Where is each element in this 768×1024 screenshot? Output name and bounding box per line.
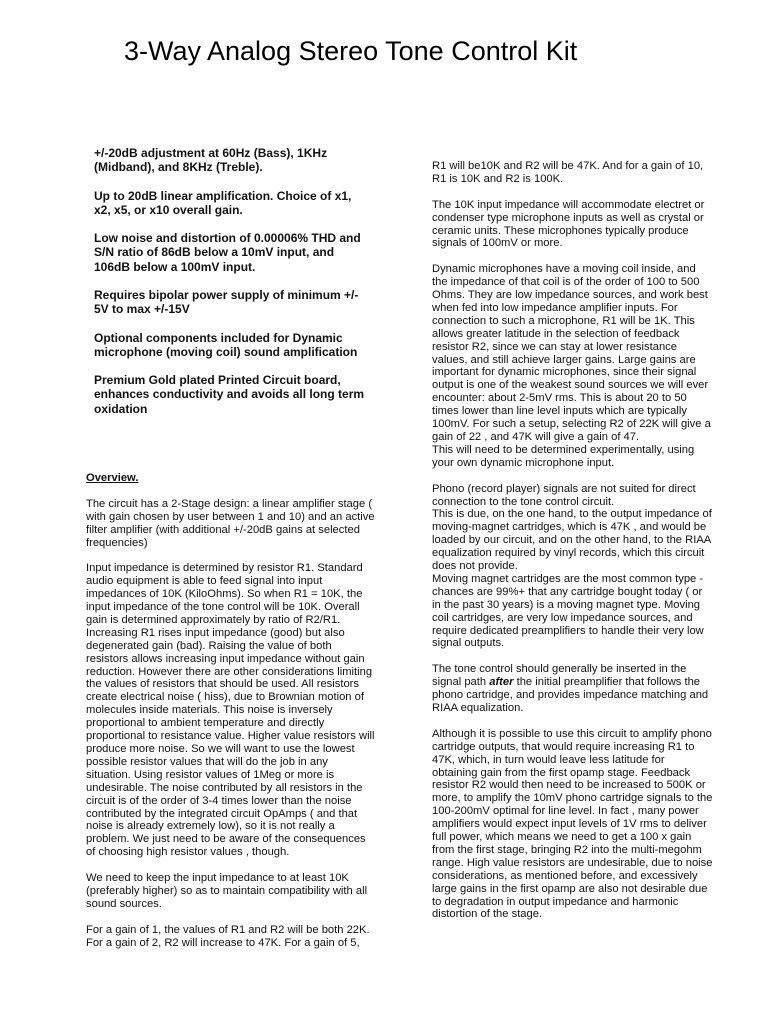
body-paragraph: Phono (record player) signals are not suited for direct connection to the tone control circuit. This is due, on the one hand, to the output impedance of moving-magnet cartridges, which is 47K , and would be loaded by our circuit, and on the other hand, to the RIAA equalization required by vinyl records, which this circuit does not provide. Moving magnet cartridges are the most common type - chances are 99%+ that any cartridge bought today ( or in the past 30 years) is a moving magnet type. Moving coil cartridges, are very low impedance sources, and require dedicated preamplifiers to handle their very low signal outputs. bbox=[432, 482, 712, 650]
emphasis-after: after bbox=[489, 676, 514, 689]
feature-item: Requires bipolar power supply of minimum +/- 5V to max +/-15V bbox=[94, 287, 359, 317]
body-paragraph: The circuit has a 2-Stage design: a linear amplifier stage ( with gain chosen by user between 1 and 10) and an active filter amplifier (with additional +/-20dB gains at selected frequencies) bbox=[86, 497, 375, 549]
feature-item: Premium Gold plated Printed Circuit board, enhances conductivity and avoids all long term oxidation bbox=[94, 373, 365, 416]
left-column bbox=[86, 472, 384, 962]
tone-control-paragraph bbox=[432, 663, 722, 715]
body-paragraph: Although it is possible to use this circuit to amplify phono cartridge outputs, that would require increasing R1 to 47K, which, in turn would leave less latitude for obtaining gain from the first opamp stage. Feedback resistor R2 would then need to be increased to 500K or more, to amplify the 10mV phono cartridge signals to the 100-200mV optimal for line level. In fact , many power amplifiers would expect input levels of 1V rms to deliver full power, which means we need to get a 100 x gain from the first stage, bringing R2 into the multi-megohm range. High value resistors are undesirable, due to noise considerations, as mentioned before, and excessively large gains in the first opamp are also not desirable due to degradation in output impedance and harmonic distortion of the stage. bbox=[432, 727, 713, 921]
page-title: 3-Way Analog Stereo Tone Control Kit bbox=[124, 36, 578, 66]
feature-item: Low noise and distortion of 0.00006% THD and S/N ratio of 86dB below a 10mV input, and 106dB below a 100mV input. bbox=[94, 231, 361, 274]
feature-item: Optional components included for Dynamic microphone (moving coil) sound amplification bbox=[94, 330, 358, 359]
feature-item: Up to 20dB linear amplification. Choice of x1, x2, x5, or x10 overall gain. bbox=[94, 188, 352, 217]
body-paragraph: We need to keep the input impedance to at least 10K (preferably higher) so as to maintain compatibility with all sound sources. bbox=[86, 872, 368, 910]
body-paragraph: R1 will be10K and R2 will be 47K. And for a gain of 10, R1 is 10K and R2 is 100K. bbox=[432, 160, 704, 185]
feature-item: +/-20dB adjustment at 60Hz (Bass), 1KHz (Midband), and 8KHz (Treble). bbox=[94, 146, 328, 175]
body-paragraph: The 10K input impedance will accommodate electret or condenser type microphone inputs as well as crystal or ceramic units. These microphones typically produce signals of 100mV or more. bbox=[432, 198, 705, 250]
right-column bbox=[432, 160, 722, 934]
body-paragraph: For a gain of 1, the values of R1 and R2 will be both 22K. For a gain of 2, R2 will increase to 47K. For a gain of 5, bbox=[86, 923, 370, 949]
overview-heading: Overview. bbox=[86, 472, 139, 484]
body-paragraph: Input impedance is determined by resistor R1. Standard audio equipment is able to feed signal into input impedances of 10K (KiloOhms). So when R1 = 10K, the input impedance of the tone control will be 10K. Overall gain is determined approximately by ratio of R2/R1. Increasing R1 rises input impedance (good) but also degenerated gain (bad). Raising the value of both resistors allows increasing input impedance without gain reduction. However there are other considerations limiting the values of resistors that should be used. All resistors create electrical noise ( hiss), due to Brownian motion of molecules inside materials. This noise is inversely proportional to ambient temperature and directly proportional to resistance value. Higher value resistors will produce more noise. So we will want to use the lowest possible resistor values that will do the job in any situation. Using resistor values of 1Meg or more is undesirable. The noise contributed by all resistors in the circuit is of the order of 3-4 times lower than the noise contributed by the integrated circuit OpAmps ( and that noise is already extremely low), so it is not really a problem. We just need to be aware of the consequences of choosing high resistor values , though. bbox=[86, 562, 375, 859]
feature-list bbox=[94, 146, 384, 430]
body-paragraph: Dynamic microphones have a moving coil inside, and the impedance of that coil is of the order of 100 to 500 Ohms. They are low impedance sources, and work best when fed into low impedance amplifier inputs. For connection to such a microphone, R1 will be 1K. This allows greater latitude in the selection of feedback resistor R2, since we can stay at lower resistance values, and still achieve larger gains. Large gains are important for dynamic microphones, since their signal output is one of the weakest sound sources we will ever encounter: about 2-5mV rms. This is about 20 to 50 times lower than line level inputs which are typically 100mV. For such a setup, selecting R2 of 22K will give a gain of 22 , and 47K will give a gain of 47. This will need to be determined experimentally, using your own dynamic microphone input. bbox=[432, 263, 711, 469]
text-run: The tone control should generally be inserted in the signal path bbox=[432, 663, 687, 689]
text-run: the initial preamplifier that follows the phono cartridge, and provides impedance matching and RIAA equalization. bbox=[432, 676, 709, 714]
